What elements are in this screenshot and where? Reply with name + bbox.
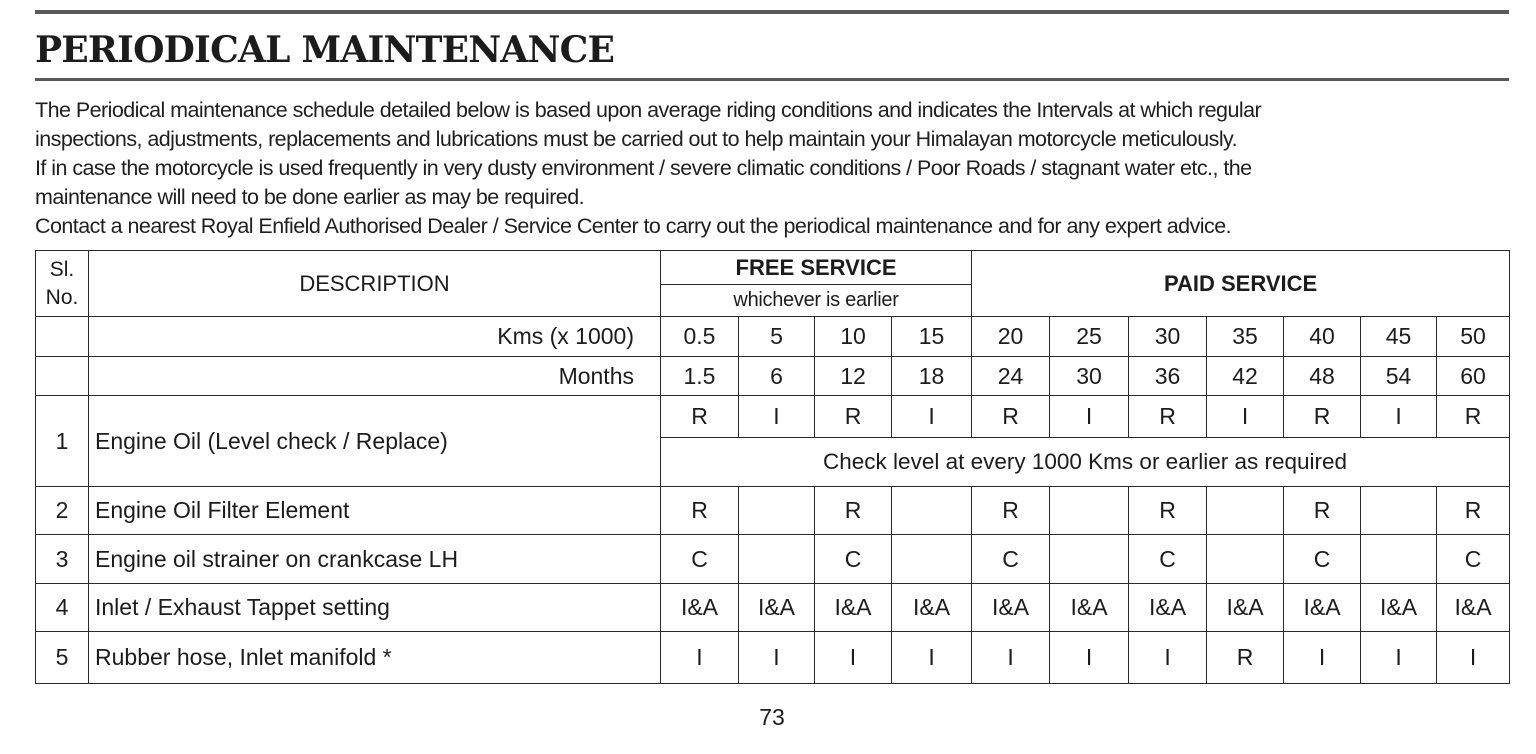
service-action-cell: R	[972, 487, 1050, 535]
service-action-cell: C	[1437, 535, 1510, 584]
service-action-cell: R	[815, 396, 892, 438]
service-action-cell: R	[1207, 632, 1284, 684]
service-action-cell: R	[1284, 487, 1361, 535]
service-action-cell: R	[1129, 396, 1207, 438]
intro-line: inspections, adjustments, replacements and lubrications must be carried out to help maintain your Himalayan motorcycle meticulously.	[35, 127, 1238, 151]
service-action-cell: I	[1361, 632, 1437, 684]
table-row	[36, 632, 1510, 684]
service-action-cell: R	[972, 396, 1050, 438]
row-description: Inlet / Exhaust Tappet setting	[89, 584, 661, 632]
kms-row	[36, 317, 1510, 357]
months-cell: 24	[972, 357, 1050, 396]
service-action-cell: I&A	[1050, 584, 1129, 632]
sl-no-header	[36, 251, 89, 317]
months-cell: 12	[815, 357, 892, 396]
service-action-cell: I	[1050, 396, 1129, 438]
row-description: Engine oil strainer on crankcase LH	[89, 535, 661, 584]
page-number: 73	[759, 704, 785, 730]
months-cell: 6	[739, 357, 815, 396]
service-action-cell	[892, 487, 972, 535]
service-action-cell: I	[815, 632, 892, 684]
kms-cell: 10	[815, 317, 892, 357]
table-row	[36, 535, 1510, 584]
service-action-cell: R	[1437, 487, 1510, 535]
months-cell: 42	[1207, 357, 1284, 396]
row-number: 1	[36, 396, 89, 487]
service-action-cell: C	[1129, 535, 1207, 584]
months-cell: 30	[1050, 357, 1129, 396]
service-action-cell: I	[1284, 632, 1361, 684]
service-action-cell: I	[661, 632, 739, 684]
months-row	[36, 357, 1510, 396]
service-action-cell: I	[1361, 396, 1437, 438]
row-description: Rubber hose, Inlet manifold *	[89, 632, 661, 684]
service-action-cell: I&A	[661, 584, 739, 632]
kms-cell: 20	[972, 317, 1050, 357]
service-action-cell: C	[661, 535, 739, 584]
service-action-cell: R	[1284, 396, 1361, 438]
service-action-cell: I	[1207, 396, 1284, 438]
kms-cell: 30	[1129, 317, 1207, 357]
service-action-cell: I&A	[815, 584, 892, 632]
service-action-cell: C	[972, 535, 1050, 584]
service-action-cell: R	[661, 487, 739, 535]
months-cell: 48	[1284, 357, 1361, 396]
months-cell: 18	[892, 357, 972, 396]
months-label: Months	[89, 357, 661, 396]
title-rule	[35, 78, 1509, 81]
service-action-cell: I&A	[1284, 584, 1361, 632]
service-action-cell: R	[661, 396, 739, 438]
kms-cell: 35	[1207, 317, 1284, 357]
service-action-cell: I	[892, 396, 972, 438]
maintenance-schedule-table	[35, 250, 1510, 684]
service-action-cell	[1361, 487, 1437, 535]
service-action-cell	[1207, 487, 1284, 535]
empty-cell	[36, 357, 89, 396]
service-action-cell: I&A	[1129, 584, 1207, 632]
intro-line: Contact a nearest Royal Enfield Authorised Dealer / Service Center to carry out the periodical maintenance and for any expert advice.	[35, 214, 1232, 238]
page-title: PERIODICAL MAINTENANCE	[35, 29, 615, 71]
kms-cell: 50	[1437, 317, 1510, 357]
empty-cell	[36, 317, 89, 357]
service-action-cell: I&A	[1437, 584, 1510, 632]
row-number: 2	[36, 487, 89, 535]
intro-line: maintenance will need to be done earlier as may be required.	[35, 185, 585, 209]
service-action-cell	[1361, 535, 1437, 584]
row-number: 4	[36, 584, 89, 632]
service-action-cell: R	[815, 487, 892, 535]
kms-cell: 25	[1050, 317, 1129, 357]
intro-line: If in case the motorcycle is used frequently in very dusty environment / severe climatic conditions / Poor Roads / stagnant water etc., the	[35, 156, 1252, 180]
service-action-cell	[1050, 487, 1129, 535]
intro-line: The Periodical maintenance schedule detailed below is based upon average riding conditions and indicates the Intervals at which regular	[35, 98, 1262, 122]
service-action-cell: I	[1437, 632, 1510, 684]
free-service-header: FREE SERVICE	[661, 251, 972, 285]
service-action-cell	[892, 535, 972, 584]
service-action-cell: I	[1050, 632, 1129, 684]
intro-text	[35, 96, 1515, 241]
sl-header-line2: No.	[45, 285, 79, 309]
service-action-cell: I	[892, 632, 972, 684]
service-action-cell: I&A	[972, 584, 1050, 632]
description-header: DESCRIPTION	[89, 251, 661, 317]
header-row	[36, 251, 1510, 285]
service-action-cell: I&A	[739, 584, 815, 632]
table-row	[36, 396, 1510, 438]
service-action-cell: I&A	[892, 584, 972, 632]
service-action-cell: I	[739, 632, 815, 684]
kms-cell: 15	[892, 317, 972, 357]
free-service-note: whichever is earlier	[661, 285, 972, 317]
service-action-cell	[1050, 535, 1129, 584]
service-action-cell	[1207, 535, 1284, 584]
service-action-cell: C	[1284, 535, 1361, 584]
service-action-cell: R	[1129, 487, 1207, 535]
service-action-cell: I	[739, 396, 815, 438]
paid-service-header: PAID SERVICE	[972, 251, 1510, 317]
row-description: Engine Oil (Level check / Replace)	[89, 396, 661, 487]
table-row	[36, 487, 1510, 535]
table-row	[36, 584, 1510, 632]
kms-cell: 0.5	[661, 317, 739, 357]
service-action-cell	[739, 487, 815, 535]
row-note: Check level at every 1000 Kms or earlier as required	[661, 438, 1510, 487]
service-action-cell: I	[972, 632, 1050, 684]
service-action-cell: I&A	[1361, 584, 1437, 632]
months-cell: 60	[1437, 357, 1510, 396]
top-rule	[35, 10, 1509, 14]
months-cell: 36	[1129, 357, 1207, 396]
service-action-cell: C	[815, 535, 892, 584]
months-cell: 1.5	[661, 357, 739, 396]
service-action-cell: I	[1129, 632, 1207, 684]
kms-cell: 40	[1284, 317, 1361, 357]
kms-label: Kms (x 1000)	[89, 317, 661, 357]
kms-cell: 5	[739, 317, 815, 357]
row-number: 3	[36, 535, 89, 584]
row-number: 5	[36, 632, 89, 684]
service-action-cell: I&A	[1207, 584, 1284, 632]
months-cell: 54	[1361, 357, 1437, 396]
service-action-cell: R	[1437, 396, 1510, 438]
service-action-cell	[739, 535, 815, 584]
row-description: Engine Oil Filter Element	[89, 487, 661, 535]
kms-cell: 45	[1361, 317, 1437, 357]
sl-header-line1: Sl.	[49, 257, 75, 281]
